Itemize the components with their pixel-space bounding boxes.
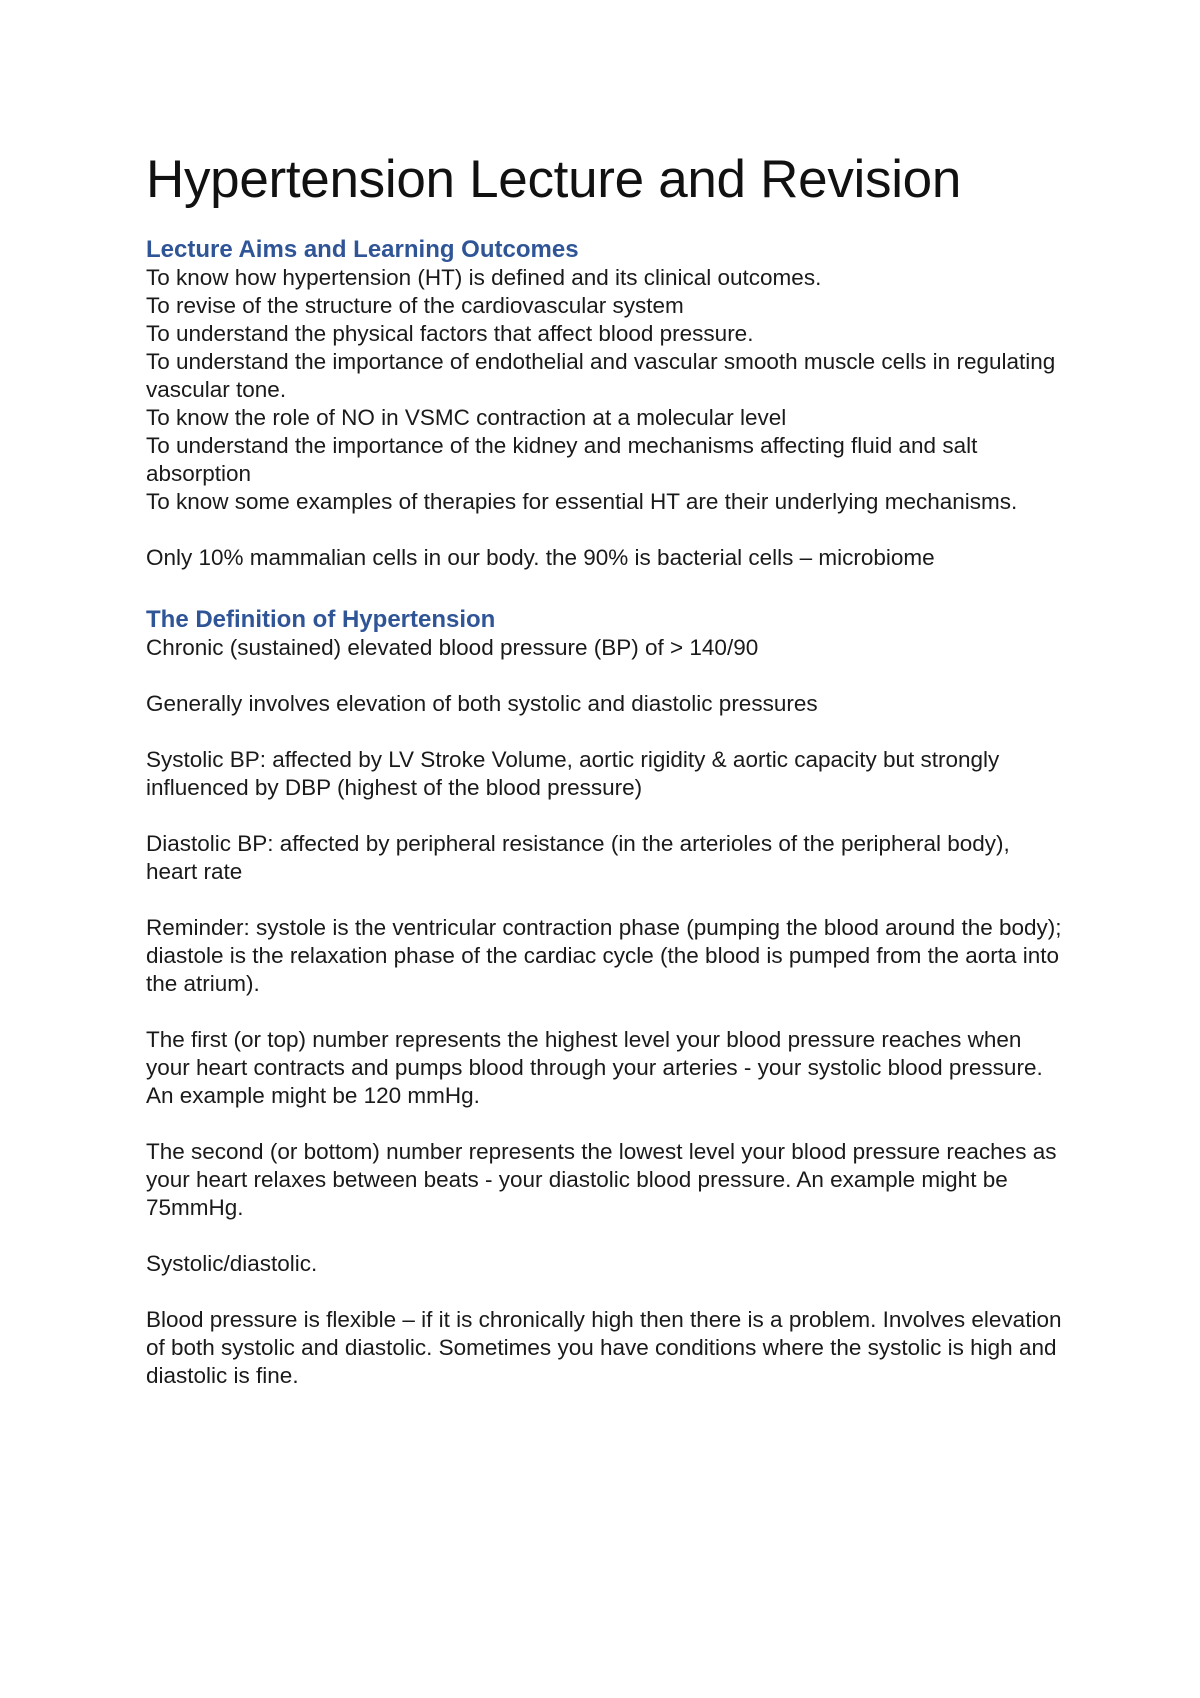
aims-item: To understand the importance of endothelial and vascular smooth muscle cells in regulating vascular tone. <box>146 349 1056 402</box>
spacer <box>146 1278 1066 1306</box>
spacer <box>146 1222 1066 1250</box>
spacer <box>146 662 1066 690</box>
definition-paragraph: Systolic/diastolic. <box>146 1251 318 1276</box>
spacer <box>146 1110 1066 1138</box>
definition-paragraph: The second (or bottom) number represents the lowest level your blood pressure reaches as your heart relaxes between beats - your diastolic blood pressure. An example might be 75mmHg. <box>146 1139 1057 1220</box>
definition-paragraph: Generally involves elevation of both systolic and diastolic pressures <box>146 691 818 716</box>
spacer <box>146 886 1066 914</box>
definition-paragraph: The first (or top) number represents the highest level your blood pressure reaches when your heart contracts and pumps blood through your arteries - your systolic blood pressure. An example might be 120 mmHg. <box>146 1027 1043 1108</box>
definition-paragraph: Chronic (sustained) elevated blood pressure (BP) of > 140/90 <box>146 635 759 660</box>
microbiome-note: Only 10% mammalian cells in our body. the 90% is bacterial cells – microbiome <box>146 545 935 570</box>
aims-item: To understand the physical factors that affect blood pressure. <box>146 321 754 346</box>
definition-paragraph: Blood pressure is flexible – if it is chronically high then there is a problem. Involves elevation of both systolic and diastolic. Sometimes you have conditions where the systolic is high and diastolic is fine. <box>146 1307 1062 1388</box>
spacer <box>146 572 1066 606</box>
document-title: Hypertension Lecture and Revision <box>146 150 962 209</box>
section-heading-aims: Lecture Aims and Learning Outcomes <box>146 236 579 263</box>
spacer <box>146 998 1066 1026</box>
aims-item: To understand the importance of the kidney and mechanisms affecting fluid and salt absorption <box>146 433 978 486</box>
spacer <box>146 802 1066 830</box>
aims-item: To know some examples of therapies for essential HT are their underlying mechanisms. <box>146 489 1018 514</box>
aims-list <box>146 264 1066 516</box>
aims-item: To revise of the structure of the cardiovascular system <box>146 293 684 318</box>
definition-paragraph: Systolic BP: affected by LV Stroke Volume, aortic rigidity & aortic capacity but strongly influenced by DBP (highest of the blood pressure) <box>146 747 1000 800</box>
aims-item: To know how hypertension (HT) is defined and its clinical outcomes. <box>146 265 822 290</box>
section-heading-definition: The Definition of Hypertension <box>146 606 496 633</box>
aims-item: To know the role of NO in VSMC contraction at a molecular level <box>146 405 787 430</box>
definition-paragraph: Reminder: systole is the ventricular contraction phase (pumping the blood around the body); diastole is the relaxation phase of the cardiac cycle (the blood is pumped from the aorta into the atrium). <box>146 915 1062 996</box>
spacer <box>146 718 1066 746</box>
spacer <box>146 516 1066 544</box>
definition-paragraph: Diastolic BP: affected by peripheral resistance (in the arterioles of the peripheral body), heart rate <box>146 831 1010 884</box>
document-page <box>146 148 1066 1390</box>
